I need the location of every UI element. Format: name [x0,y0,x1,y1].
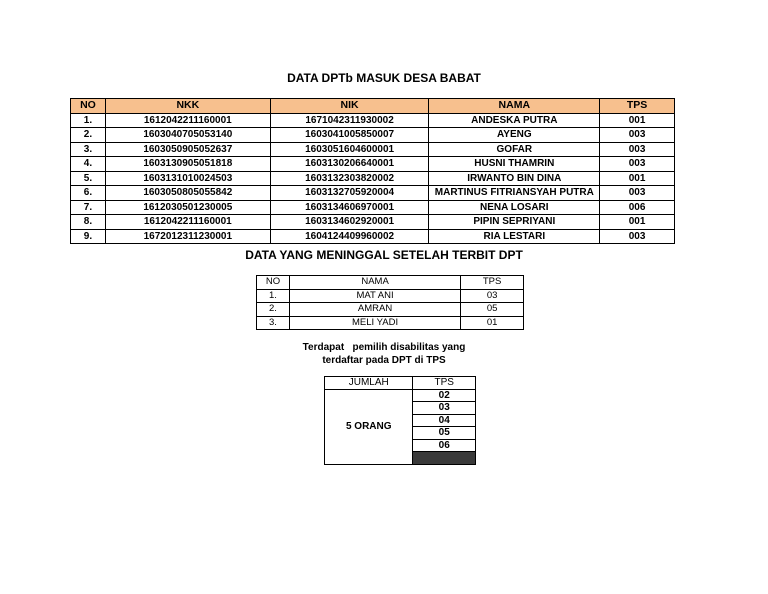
cell-nik: 1603132303820002 [270,171,429,186]
tps-cell: 03 [413,402,476,415]
table-row [71,113,675,128]
table-row [71,171,675,186]
cell-no: 1. [257,289,290,303]
cell-nkk: 1603130905051818 [105,157,270,172]
column-header-nama: NAMA [429,99,600,114]
cell-nik: 1604124409960002 [270,229,429,244]
table-row [257,303,524,317]
cell-nama: HUSNI THAMRIN [429,157,600,172]
cell-nama: AYENG [429,128,600,143]
cell-tps: 003 [600,186,675,201]
tps-cell: 02 [413,389,476,402]
table-row [71,142,675,157]
column-header-tps: TPS [461,276,524,290]
cell-tps: 003 [600,229,675,244]
cell-nik: 1671042311930002 [270,113,429,128]
cell-no: 9. [71,229,106,244]
deceased-title: DATA YANG MENINGGAL SETELAH TERBIT DPT [245,248,523,262]
table-row [71,229,675,244]
cell-nama: MARTINUS FITRIANSYAH PUTRA [429,186,600,201]
cell-no: 6. [71,186,106,201]
page-title: DATA DPTb MASUK DESA BABAT [287,71,481,85]
table-row [325,389,476,402]
cell-nama: NENA LOSARI [429,200,600,215]
cell-no: 1. [71,113,106,128]
cell-nik: 1603134602920001 [270,215,429,230]
cell-nkk: 1612042211160001 [105,113,270,128]
cell-nkk: 1603050805055842 [105,186,270,201]
cell-nik: 1603134606970001 [270,200,429,215]
tps-cell-empty [413,452,476,465]
cell-no: 2. [257,303,290,317]
cell-no: 7. [71,200,106,215]
tps-cell: 06 [413,439,476,452]
cell-tps: 01 [461,316,524,330]
table-row [71,128,675,143]
cell-nkk: 1603050905052637 [105,142,270,157]
cell-tps: 05 [461,303,524,317]
column-header-tps: TPS [413,377,476,390]
cell-tps: 03 [461,289,524,303]
column-header-no: NO [257,276,290,290]
column-header-jumlah: JUMLAH [325,377,413,390]
table-row [71,215,675,230]
column-header-nkk: NKK [105,99,270,114]
dptb-table [70,98,675,244]
cell-nik: 1603132705920004 [270,186,429,201]
cell-no: 8. [71,215,106,230]
tps-cell: 05 [413,427,476,440]
cell-no: 5. [71,171,106,186]
cell-tps: 003 [600,157,675,172]
cell-nama: PIPIN SEPRIYANI [429,215,600,230]
cell-nama: ANDESKA PUTRA [429,113,600,128]
cell-no: 3. [71,142,106,157]
cell-nik: 1603041005850007 [270,128,429,143]
disability-note-line-2: terdaftar pada DPT di TPS [322,355,446,366]
cell-tps: 006 [600,200,675,215]
cell-nama: GOFAR [429,142,600,157]
column-header-tps: TPS [600,99,675,114]
disability-note-line-1: Terdapat pemilih disabilitas yang [302,342,466,353]
cell-nik: 1603130206640001 [270,157,429,172]
deceased-table [256,275,524,330]
column-header-nama: NAMA [289,276,460,290]
cell-tps: 003 [600,142,675,157]
disability-note [284,341,484,367]
cell-nik: 1603051604600001 [270,142,429,157]
cell-tps: 003 [600,128,675,143]
table-header-row [325,377,476,390]
tps-cell: 04 [413,414,476,427]
table-row [257,289,524,303]
disability-table [324,376,476,465]
table-row [71,157,675,172]
cell-nama: RIA LESTARI [429,229,600,244]
cell-no: 4. [71,157,106,172]
cell-nkk: 1672012311230001 [105,229,270,244]
cell-nama: IRWANTO BIN DINA [429,171,600,186]
cell-nkk: 1612042211160001 [105,215,270,230]
cell-no: 2. [71,128,106,143]
cell-nama: MAT ANI [289,289,460,303]
cell-nkk: 1603131010024503 [105,171,270,186]
column-header-nik: NIK [270,99,429,114]
cell-nama: AMRAN [289,303,460,317]
cell-tps: 001 [600,171,675,186]
cell-nama: MELI YADI [289,316,460,330]
table-header-row [71,99,675,114]
column-header-no: NO [71,99,106,114]
table-row [71,186,675,201]
table-header-row [257,276,524,290]
cell-nkk: 1612030501230005 [105,200,270,215]
cell-no: 3. [257,316,290,330]
cell-tps: 001 [600,215,675,230]
table-row [71,200,675,215]
disability-total: 5 ORANG [325,389,413,464]
table-row [257,316,524,330]
cell-tps: 001 [600,113,675,128]
cell-nkk: 1603040705053140 [105,128,270,143]
